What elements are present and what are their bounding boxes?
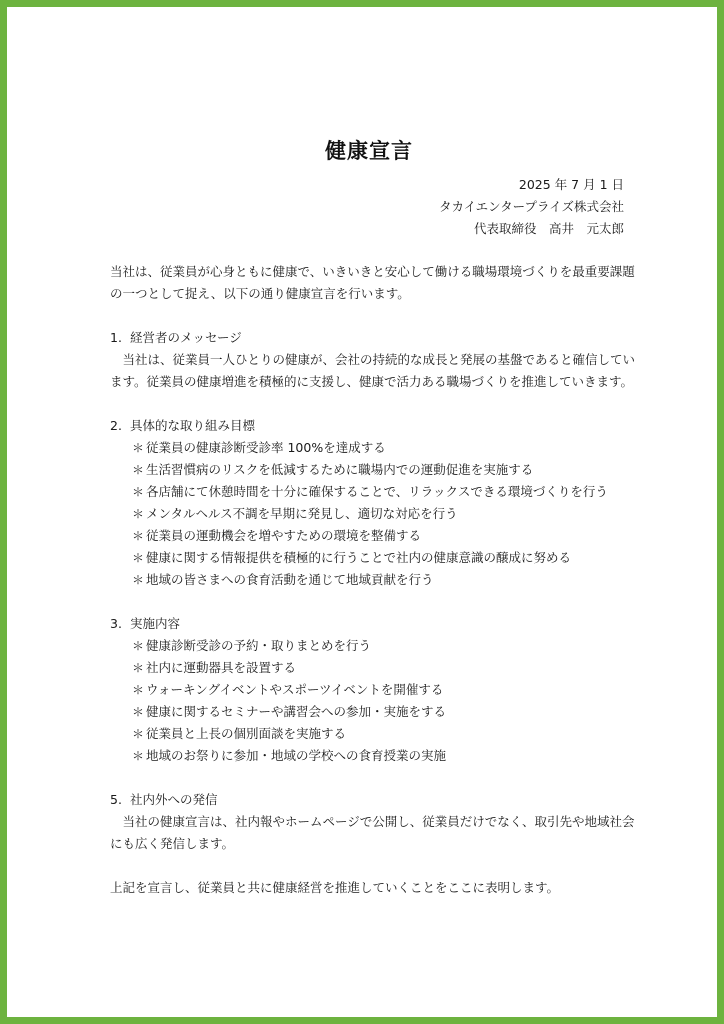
bullet-mark: ＊	[132, 683, 145, 697]
list-item	[132, 525, 640, 547]
section-heading	[110, 415, 640, 437]
spacer	[110, 393, 640, 415]
list-item-text: 各店舗にて休憩時間を十分に確保することで、リラックスできる環境づくりを行う	[146, 484, 608, 499]
section-heading	[110, 327, 640, 349]
intro-paragraph: 当社は、従業員が心身ともに健康で、いきいきと安心して働ける職場環境づくりを最重要課題の一つとして捉え、以下の通り健康宣言を行います。	[110, 264, 635, 301]
list-item-text: 健康診断受診の予約・取りまとめを行う	[146, 638, 372, 653]
list-item-text: 生活習慣病のリスクを低減するために職場内での運動促進を実施する	[146, 462, 534, 477]
list-item	[132, 569, 640, 591]
list-item	[132, 745, 640, 767]
section-goals	[110, 415, 640, 591]
bullet-mark: ＊	[132, 727, 145, 741]
section-communication	[110, 789, 640, 855]
list-item	[132, 701, 640, 723]
list-item	[132, 657, 640, 679]
section-message	[110, 327, 640, 393]
list-item-text: 従業員の運動機会を増やすための環境を整備する	[146, 528, 422, 543]
document-title: 健康宣言	[325, 139, 413, 163]
activities-list	[110, 635, 640, 767]
list-item	[132, 679, 640, 701]
list-item	[132, 723, 640, 745]
spacer	[110, 855, 640, 877]
bullet-mark: ＊	[132, 441, 145, 455]
section-heading-text: 社内外への発信	[130, 792, 218, 807]
list-item-text: ウォーキングイベントやスポーツイベントを開催する	[146, 682, 444, 697]
issuer-block	[439, 174, 624, 240]
section-body: 当社は、従業員一人ひとりの健康が、会社の持続的な成長と発展の基盤であると確信しています。従業員の健康増進を積極的に支援し、健康で活力ある職場づくりを推進していきます。	[110, 352, 636, 389]
bullet-mark: ＊	[132, 749, 145, 763]
bullet-mark: ＊	[132, 485, 145, 499]
list-item-text: 従業員の健康診断受診率 100%を達成する	[146, 440, 386, 455]
spacer	[110, 591, 640, 613]
list-item	[132, 481, 640, 503]
section-number: 3.	[110, 616, 122, 631]
list-item	[132, 437, 640, 459]
representative-name: 代表取締役 高井 元太郎	[473, 221, 624, 236]
list-item-text: 地域のお祭りに参加・地域の学校への食育授業の実施	[146, 748, 447, 763]
list-item	[132, 635, 640, 657]
bullet-mark: ＊	[132, 573, 145, 587]
company-name: タカイエンタープライズ株式会社	[438, 199, 624, 214]
bullet-mark: ＊	[132, 639, 145, 653]
section-heading-text: 具体的な取り組み目標	[130, 418, 256, 433]
bullet-mark: ＊	[132, 463, 145, 477]
document-body	[110, 261, 640, 899]
bullet-mark: ＊	[132, 507, 145, 521]
section-heading-text: 実施内容	[130, 616, 181, 631]
spacer	[110, 767, 640, 789]
closing-paragraph: 上記を宣言し、従業員と共に健康経営を推進していくことをここに表明します。	[110, 880, 560, 895]
list-item	[132, 547, 640, 569]
bullet-mark: ＊	[132, 661, 145, 675]
section-heading	[110, 613, 640, 635]
list-item	[132, 503, 640, 525]
list-item-text: 従業員と上長の個別面談を実施する	[146, 726, 347, 741]
section-heading	[110, 789, 640, 811]
list-item-text: 健康に関するセミナーや講習会への参加・実施をする	[146, 704, 447, 719]
list-item-text: 地域の皆さまへの食育活動を通じて地域貢献を行う	[146, 572, 434, 587]
section-number: 5.	[110, 792, 122, 807]
issue-date: 2025 年 7 月 1 日	[518, 177, 624, 192]
list-item-text: メンタルヘルス不調を早期に発見し、適切な対応を行う	[146, 506, 458, 521]
bullet-mark: ＊	[132, 705, 145, 719]
list-item	[132, 459, 640, 481]
section-number: 1.	[110, 330, 122, 345]
list-item-text: 社内に運動器具を設置する	[146, 660, 297, 675]
section-body: 当社の健康宣言は、社内報やホームページで公開し、従業員だけでなく、取引先や地域社会にも広く発信します。	[110, 814, 635, 851]
list-item-text: 健康に関する情報提供を積極的に行うことで社内の健康意識の醸成に努める	[146, 550, 572, 565]
section-heading-text: 経営者のメッセージ	[130, 330, 242, 345]
goals-list	[110, 437, 640, 591]
section-activities	[110, 613, 640, 767]
section-number: 2.	[110, 418, 122, 433]
spacer	[110, 305, 640, 327]
bullet-mark: ＊	[132, 529, 145, 543]
bullet-mark: ＊	[132, 551, 145, 565]
